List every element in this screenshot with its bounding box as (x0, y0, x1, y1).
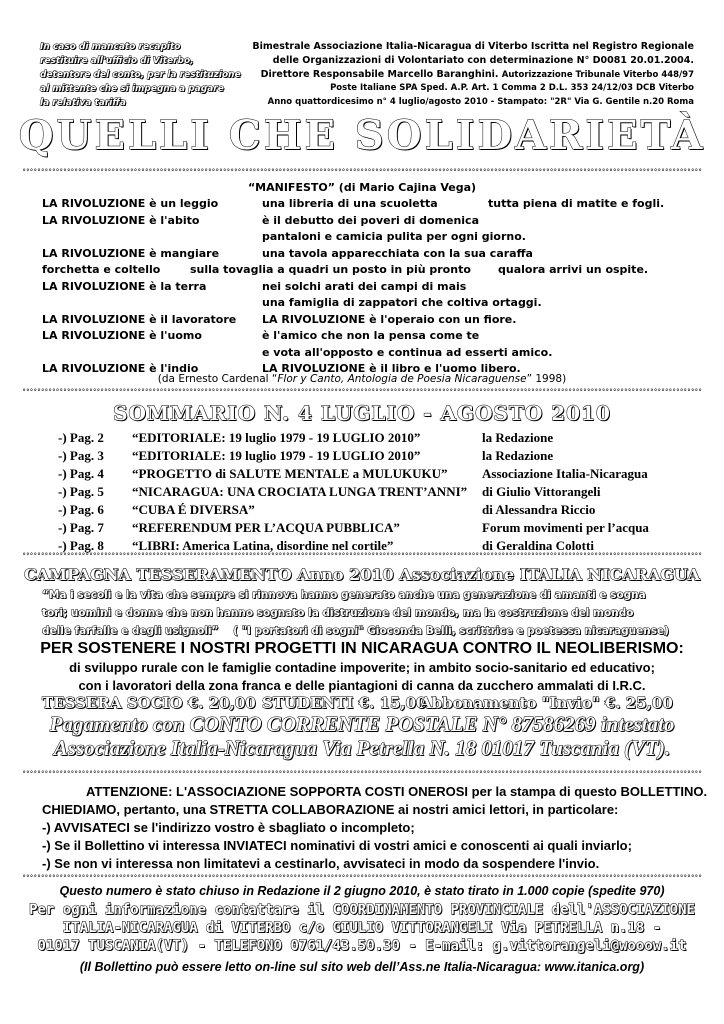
sommario-author: Associazione Italia-Nicaragua (482, 466, 648, 481)
credit-suffix: ” 1998) (526, 373, 567, 385)
sommario-page: -) Pag. 2 (58, 430, 104, 445)
return-notice (40, 40, 241, 110)
sommario-article-title: “NICARAGUA: UNA CROCIATA LUNGA TRENT’ANNI” (132, 484, 468, 499)
sommario-article-title: “CUBA É DIVERSA” (132, 502, 255, 517)
manifesto-line: qualora arrivi un ospite. (498, 263, 649, 276)
quote-line (42, 622, 669, 640)
support-line: di sviluppo rurale con le famiglie contadine impoverite; in ambito socio-sanitario ed educativo; (69, 660, 655, 675)
campaign-title: CAMPAGNA TESSERAMENTO Anno 2010 Associazione ITALIA NICARAGUA (24, 565, 700, 584)
sommario-article-title: “PROGETTO di SALUTE MENTALE a MULUKUKU” (132, 466, 448, 481)
manifesto-line: LA RIVOLUZIONE è mangiare (42, 246, 220, 260)
sommario-article-title: “EDITORIALE: 19 luglio 1979 - 19 LUGLIO 2010” (132, 430, 421, 445)
sommario-page: -) Pag. 7 (58, 520, 104, 535)
credit-book-title: Flor y Canto, Antologia de Poesia Nicaraguense (277, 373, 527, 385)
print-run-note: Questo numero è stato chiuso in Redazione il 2 giugno 2010, è stato tirato in 1.000 copie (spedite 970) (59, 884, 665, 898)
payment-line: Associazione Italia-Nicaragua Via Petrella N. 18 01017 Tuscania (VT). (53, 736, 671, 760)
manifesto-line: LA RIVOLUZIONE è il lavoratore (42, 312, 237, 326)
director-name: Direttore Responsabile Marcello Baranghini. (260, 68, 499, 80)
return-notice-line: la relativa tariffa (40, 98, 126, 108)
sommario-page: -) Pag. 3 (58, 448, 104, 463)
sommario-author: di Alessandra Riccio (482, 502, 596, 517)
sommario-author: la Redazione (482, 448, 554, 463)
dotted-divider: °°°°°°°°°°°°°°°°°°°°°°°°°°°°°°°°°°°°°°°°°°°°°°°°°°°°°°°°°°°°°°°°°°°°°°°°°°°°°°°°°°°°°°°°°°°°°°°°°°°°°°°°°°°°°°°°°°°°°°°°°°°°°°°°°°°°°°°°°°°°°°°°°°°°°°°°°°°°°°°°°°°°°°°°°°°°°°°°°°°°°°° (22, 874, 702, 882)
manifesto-column-a (42, 196, 236, 378)
manifesto-credit (0, 373, 724, 385)
sommario-author: di Giulio Vittorangeli (482, 484, 601, 499)
attention-line: -) Se non vi interessa non limitatevi a cestinarlo, avvisateci in modo da sospendere l'invio. (42, 856, 600, 871)
sommario-title: SOMMARIO N. 4 LUGLIO - AGOSTO 2010 (113, 401, 611, 425)
return-notice-line: In caso di mancato recapito (40, 42, 181, 52)
manifesto-line: una libreria di una scuoletta (262, 197, 438, 210)
contact-line: Per ogni informazione contattare il COORDINAMENTO PROVINCIALE dell'ASSOCIAZIONE (29, 902, 695, 918)
manifesto-line: LA RIVOLUZIONE è l'uomo (42, 329, 202, 342)
manifesto-line: LA RIVOLUZIONE è l'operaio con un fiore. (262, 312, 517, 326)
manifesto-line: LA RIVOLUZIONE è l'abito (42, 213, 200, 227)
quote-line: “Ma i secoli e la vita che sempre si rinnova hanno generato anche una generazione di amanti e sogna (42, 589, 646, 601)
publication-info-line: Anno quattordicesimo n° 4 luglio/agosto 2010 - Stampato: "2R" Via G. Gentile n.20 Roma (267, 97, 694, 108)
fee-students: STUDENTI €. 15,00 (262, 694, 427, 712)
manifesto-line: una famiglia di zappatori che coltiva ortaggi. (262, 296, 542, 309)
manifesto-line (42, 345, 236, 362)
online-note: (Il Bollettino può essere letto on-line sul sito web dell’Ass.ne Italia-Nicaragua: www.itanica.org) (79, 960, 645, 974)
masthead-title: QUELLI CHE SOLIDARIETÀ (18, 112, 706, 159)
publication-info (252, 40, 694, 110)
sommario-article-title: “REFERENDUM PER L’ACQUA PUBBLICA” (132, 520, 400, 535)
manifesto-line: e vota all'opposto e continua ad esserti amico. (262, 345, 553, 359)
return-notice-line: detentore del conto, per la restituzione (40, 70, 241, 80)
court-authorization: Autorizzazione Tribunale Viterbo 448/97 (501, 69, 694, 80)
publication-info-line: Bimestrale Associazione Italia-Nicaragua di Viterbo Iscritta nel Registro Regionale (252, 41, 694, 52)
sommario-article-title: “LIBRI: America Latina, disordine nel cortile” (132, 538, 394, 553)
dotted-divider: °°°°°°°°°°°°°°°°°°°°°°°°°°°°°°°°°°°°°°°°°°°°°°°°°°°°°°°°°°°°°°°°°°°°°°°°°°°°°°°°°°°°°°°°°°°°°°°°°°°°°°°°°°°°°°°°°°°°°°°°°°°°°°°°°°°°°°°°°°°°°°°°°°°°°°°°°°°°°°°°°°°°°°°°°°°°°°°°°°°°°°° (22, 552, 702, 560)
manifesto-line (42, 295, 236, 312)
quote-line: tori; uomini e donne che non hanno sognato la distruzione del mondo, ma la costruzione del mondo (42, 607, 634, 619)
manifesto-line: è il debutto dei poveri di domenica (262, 213, 479, 227)
sommario-page: -) Pag. 5 (58, 484, 104, 499)
sommario-author: Forum movimenti per l’acqua (482, 520, 649, 535)
sommario-author: la Redazione (482, 430, 554, 445)
contact-line: 01017 TUSCANIA(VT) - TELEFONO 0761/43.50.30 - E-mail: g.vittorangeli@wooow.it (37, 938, 687, 954)
quote-end: delle farfalle e degli usignoli” (42, 625, 219, 637)
sommario-page: -) Pag. 6 (58, 502, 104, 517)
publication-info-line (252, 68, 694, 83)
fee-membership: TESSERA SOCIO €. 20,00 (42, 694, 256, 712)
quote-source: ( "I portatori di sogni" Gioconda Belli, scrittrice e poetessa nicaraguense) (233, 625, 669, 637)
credit-prefix: (da Ernesto Cardenal “ (157, 373, 278, 385)
manifesto-line: LA RIVOLUZIONE è un leggio (42, 197, 219, 210)
manifesto-line: pantaloni e camicia pulita per ogni giorno. (262, 230, 526, 243)
sommario-article-title: “EDITORIALE: 19 luglio 1979 - 19 LUGLIO 2010” (132, 448, 421, 463)
support-heading: PER SOSTENERE I NOSTRI PROGETTI IN NICARAGUA CONTRO IL NEOLIBERISMO: (40, 640, 684, 657)
sommario-page: -) Pag. 4 (58, 466, 104, 481)
contact-line: ITALIA-NICARAGUA di VITERBO c/o GIULIO VITTORANGELI Via PETRELLA n.18 - (62, 920, 662, 936)
manifesto-column-b (190, 196, 553, 378)
payment-line: Pagamento con CONTO CORRENTE POSTALE N° 87586269 intestato (49, 712, 675, 736)
manifesto-title: “MANIFESTO” (di Mario Cajina Vega) (247, 181, 477, 194)
dotted-divider: °°°°°°°°°°°°°°°°°°°°°°°°°°°°°°°°°°°°°°°°°°°°°°°°°°°°°°°°°°°°°°°°°°°°°°°°°°°°°°°°°°°°°°°°°°°°°°°°°°°°°°°°°°°°°°°°°°°°°°°°°°°°°°°°°°°°°°°°°°°°°°°°°°°°°°°°°°°°°°°°°°°°°°°°°°°°°°°°°°°°°°° (22, 388, 702, 396)
campaign-quote (42, 586, 669, 640)
manifesto-line: forchetta e coltello (42, 263, 161, 276)
support-line: con i lavoratori della zona franca e delle piantagioni di canna da zucchero ammalati di I.R.C. (78, 678, 646, 693)
publication-info-line: delle Organizzazioni di Volontariato con determinazione N° D0081 20.01.2004. (272, 54, 694, 66)
attention-line: CHIEDIAMO, pertanto, una STRETTA COLLABORAZIONE ai nostri amici lettori, in particolare: (42, 802, 619, 817)
manifesto-line: sulla tovaglia a quadri un posto in più pronto (190, 263, 471, 276)
dotted-divider: °°°°°°°°°°°°°°°°°°°°°°°°°°°°°°°°°°°°°°°°°°°°°°°°°°°°°°°°°°°°°°°°°°°°°°°°°°°°°°°°°°°°°°°°°°°°°°°°°°°°°°°°°°°°°°°°°°°°°°°°°°°°°°°°°°°°°°°°°°°°°°°°°°°°°°°°°°°°°°°°°°°°°°°°°°°°°°°°°°°°°°° (22, 168, 702, 176)
return-notice-line: al mittente che si impegna a pagare (40, 84, 224, 94)
dotted-divider: °°°°°°°°°°°°°°°°°°°°°°°°°°°°°°°°°°°°°°°°°°°°°°°°°°°°°°°°°°°°°°°°°°°°°°°°°°°°°°°°°°°°°°°°°°°°°°°°°°°°°°°°°°°°°°°°°°°°°°°°°°°°°°°°°°°°°°°°°°°°°°°°°°°°°°°°°°°°°°°°°°°°°°°°°°°°°°°°°°°°°°° (22, 770, 702, 778)
sommario-page: -) Pag. 8 (58, 538, 104, 553)
publication-info-line: Poste Italiane SPA Sped. A.P. Art. 1 Comma 2 D.L. 353 24/12/03 DCB Viterbo (330, 83, 694, 94)
attention-line: ATTENZIONE: L'ASSOCIAZIONE SOPPORTA COSTI ONEROSI per la stampa di questo BOLLETTINO. (86, 784, 708, 799)
manifesto-line: è l'amico che non la pensa come te (262, 329, 480, 342)
manifesto-line: LA RIVOLUZIONE è l'indio (42, 362, 199, 375)
manifesto-line (42, 229, 236, 246)
attention-line: -) AVVISATECI se l'indirizzo vostro è sbagliato o incompleto; (42, 820, 415, 835)
manifesto-line: tutta piena di matite e fogli. (488, 197, 665, 210)
manifesto-line: una tavola apparecchiata con la sua caraffa (262, 246, 533, 260)
fee-subscription: Abbonamento "Invio" €. 25,00 (420, 694, 673, 712)
manifesto-line: nei solchi arati dei campi di mais (262, 279, 467, 293)
sommario-author: di Geraldina Colotti (482, 538, 594, 553)
return-notice-line: restituire all'ufficio di Viterbo, (40, 56, 194, 66)
manifesto-line: LA RIVOLUZIONE è la terra (42, 279, 207, 293)
attention-line: -) Se il Bollettino vi interessa INVIATECI nominativi di vostri amici e conoscenti ai quali inviarlo; (42, 838, 632, 853)
manifesto-line: LA RIVOLUZIONE è il libro e l'uomo libero. (262, 362, 521, 375)
